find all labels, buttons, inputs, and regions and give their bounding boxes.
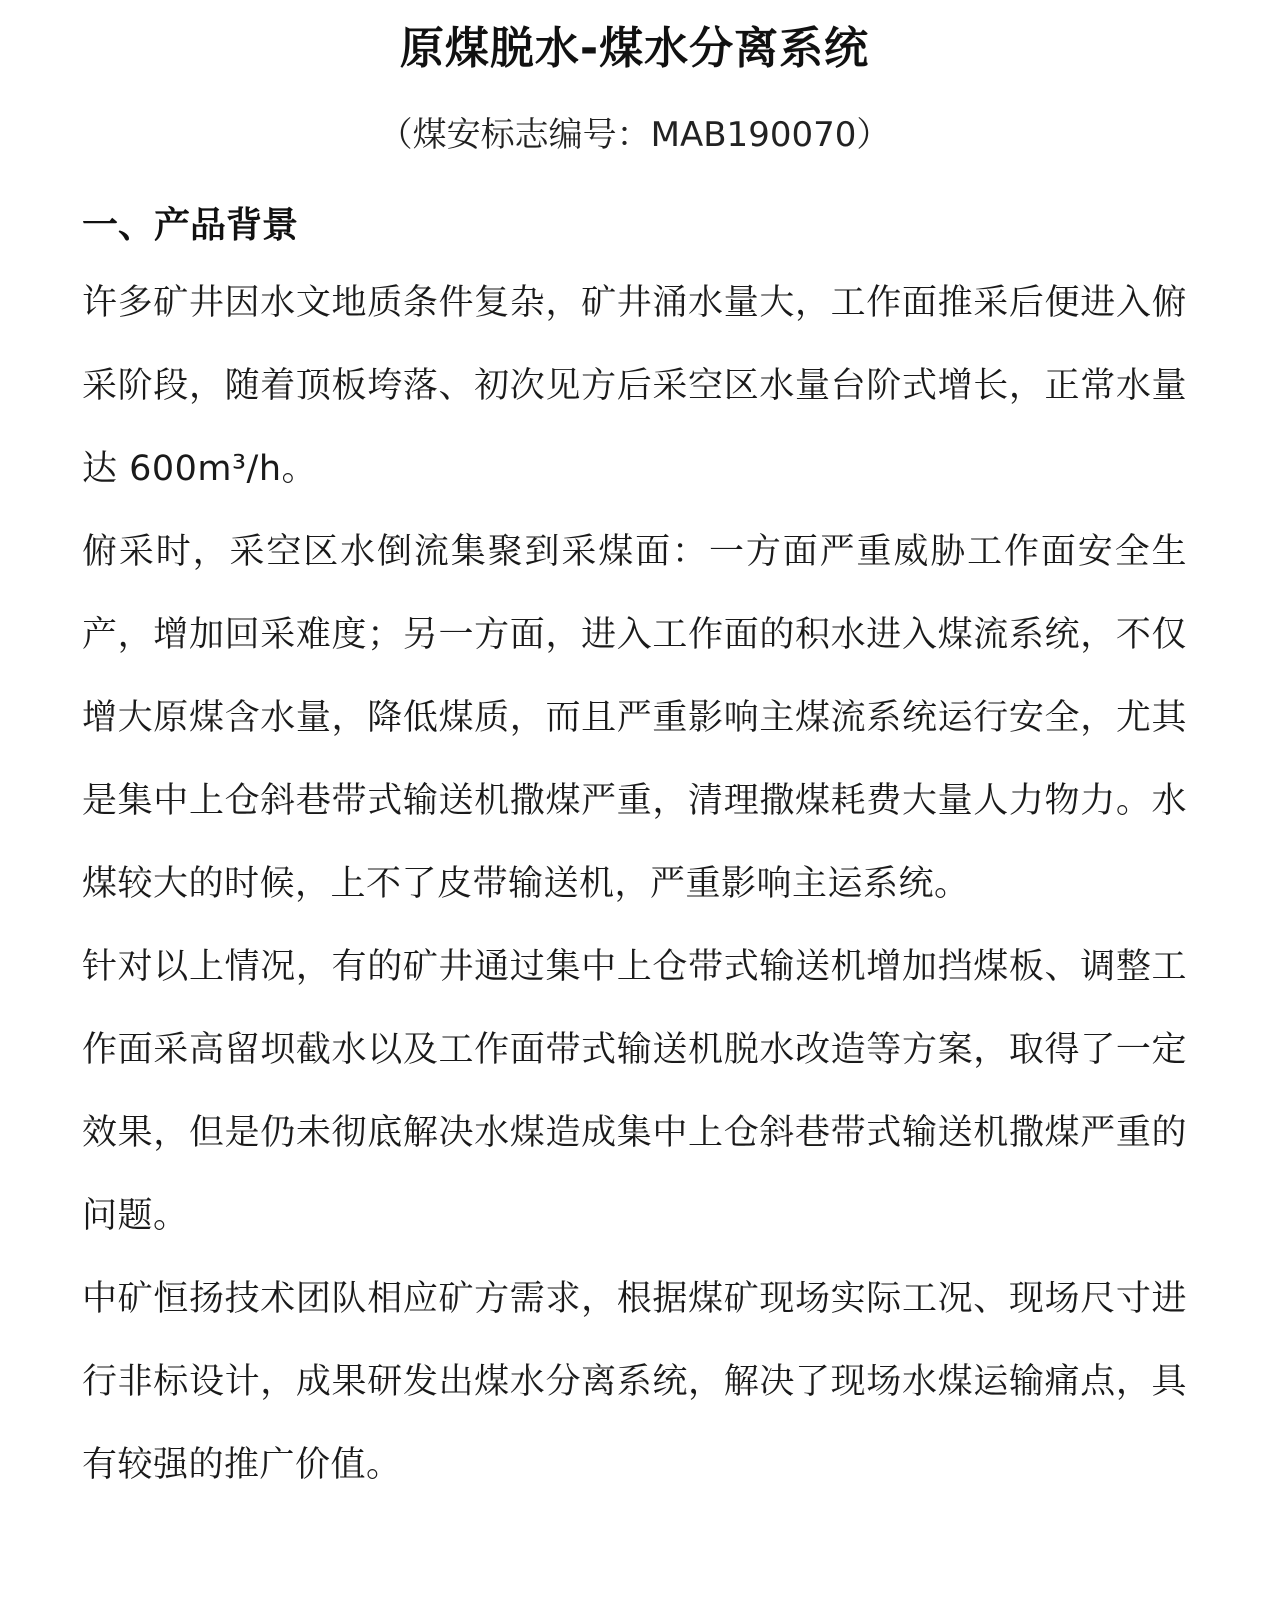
paragraph-2: 俯采时，采空区水倒流集聚到采煤面：一方面严重威胁工作面安全生产，增加回采难度；另一方面，进入工作面的积水进入煤流系统，不仅增大原煤含水量，降低煤质，而且严重影响主煤流系统运行安全，尤其是集中上仓斜巷带式输送机撒煤严重，清理撒煤耗费大量人力物力。水煤较大的时候，上不了皮带输送机，严重影响主运系统。 [82,532,1187,904]
paragraph-1: 许多矿井因水文地质条件复杂，矿井涌水量大，工作面推采后便进入俯采阶段，随着顶板垮落、初次见方后采空区水量台阶式增长，正常水量达 600m³/h。 [82,283,1187,489]
paragraph-3: 针对以上情况，有的矿井通过集中上仓带式输送机增加挡煤板、调整工作面采高留坝截水以及工作面带式输送机脱水改造等方案，取得了一定效果，但是仍未彻底解决水煤造成集中上仓斜巷带式输送机撒煤严重的问题。 [82,947,1187,1236]
document-title: 原煤脱水-煤水分离系统 [399,23,870,74]
paragraph-4: 中矿恒扬技术团队相应矿方需求，根据煤矿现场实际工况、现场尺寸进行非标设计，成果研发出煤水分离系统，解决了现场水煤运输痛点，具有较强的推广价值。 [82,1279,1187,1485]
certificate-number: （煤安标志编号：MAB190070） [378,115,891,155]
section-heading: 一、产品背景 [82,205,299,246]
